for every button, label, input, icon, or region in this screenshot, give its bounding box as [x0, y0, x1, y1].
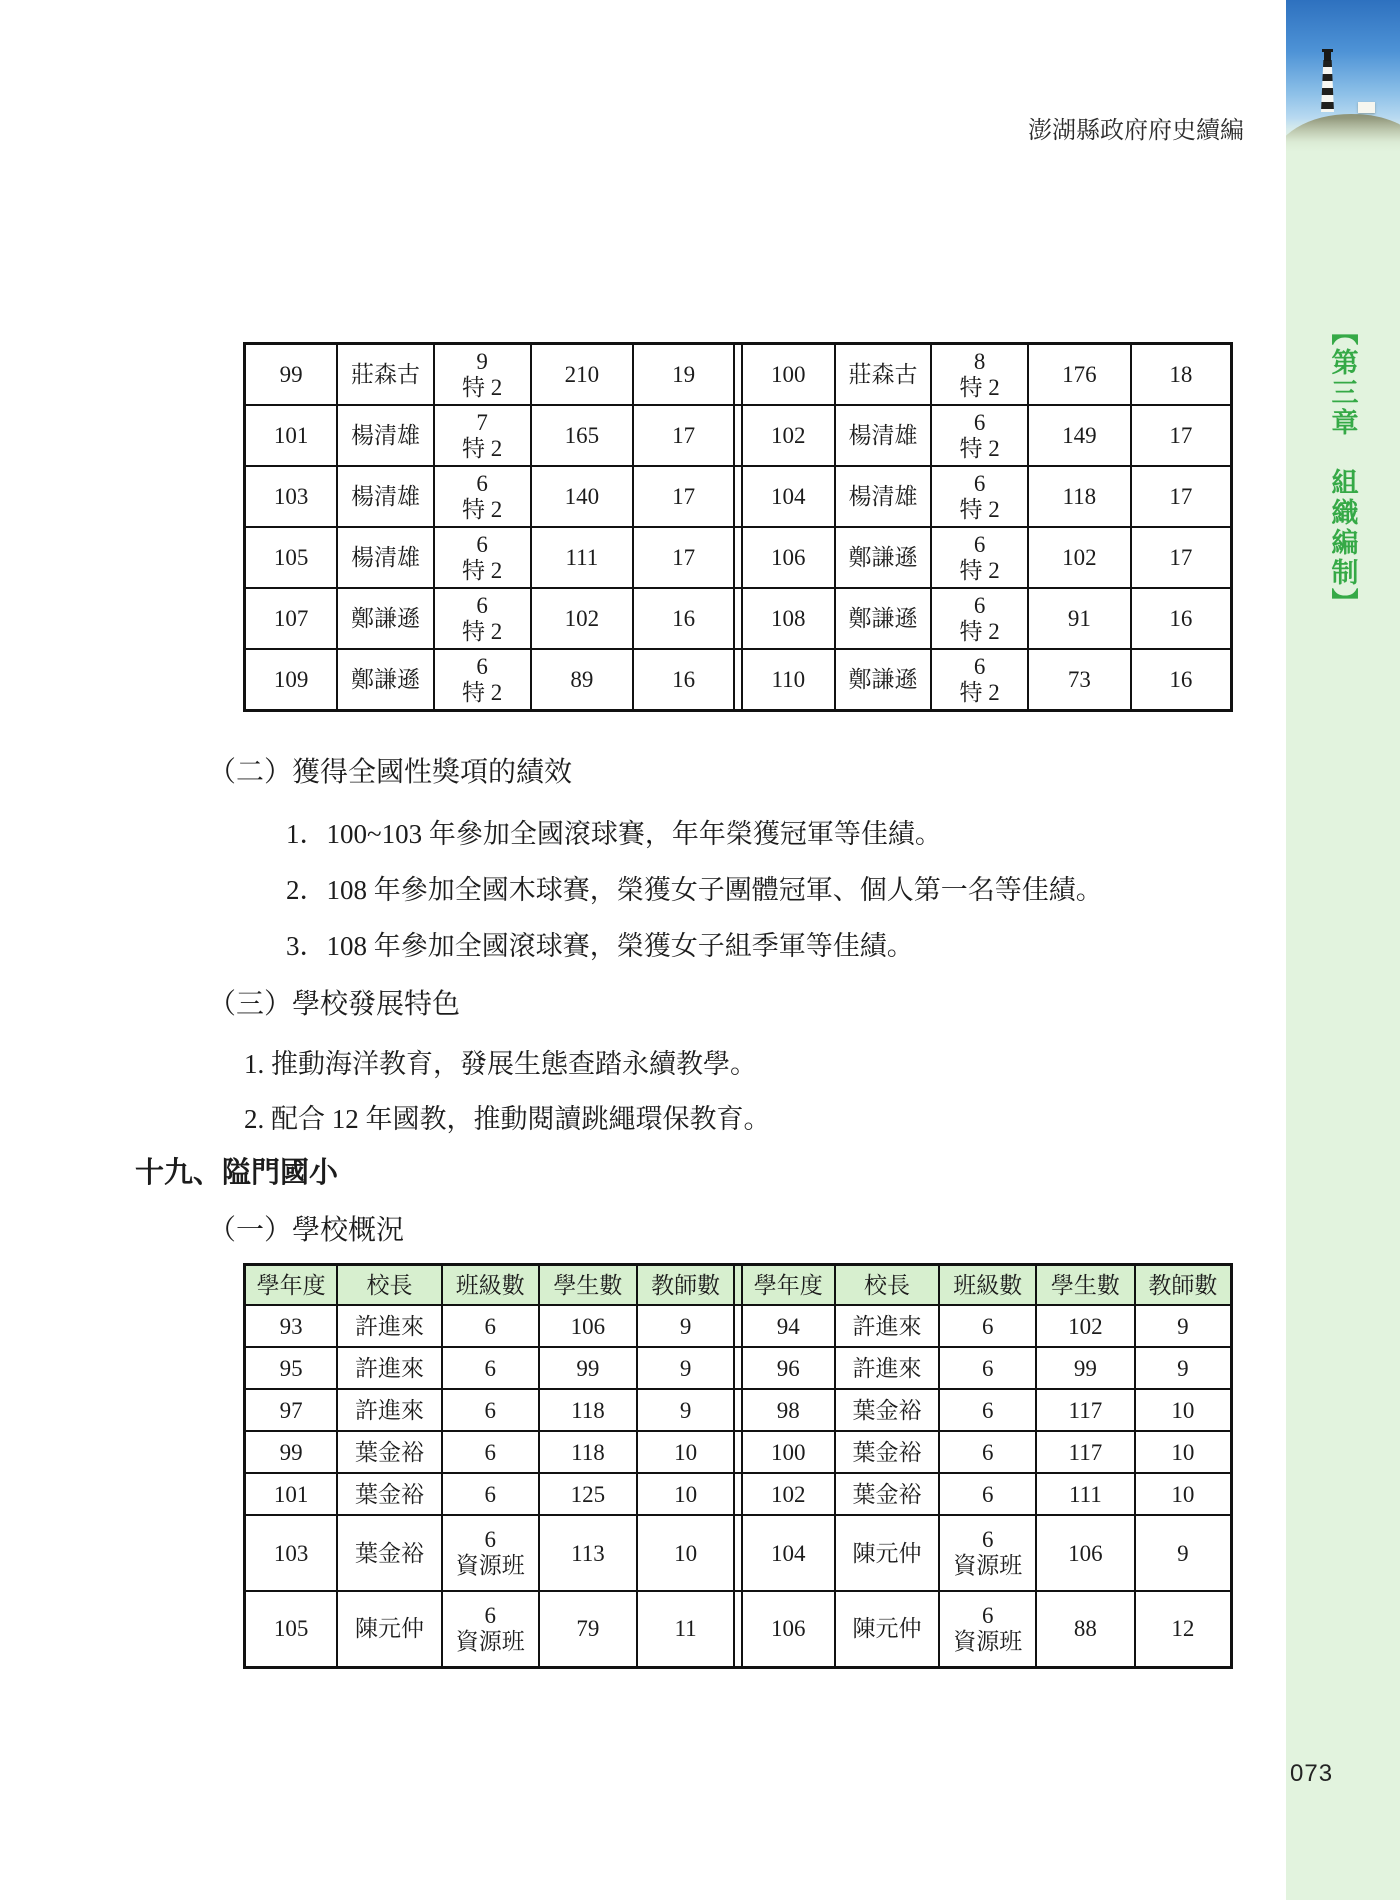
- table-row: [245, 1473, 1232, 1515]
- table-cell: 113: [539, 1515, 638, 1591]
- table-cell: 16: [1131, 588, 1232, 649]
- table-header-cell: 學年度: [245, 1265, 338, 1306]
- table-cell: 95: [245, 1347, 338, 1389]
- table-cell: 109: [245, 649, 338, 711]
- table-cell: 118: [539, 1431, 638, 1473]
- table-cell: 7 特 2: [434, 405, 531, 466]
- table-cell: 6 特 2: [434, 649, 531, 711]
- photo-fade: [1286, 118, 1400, 152]
- table-cell: 葉金裕: [835, 1431, 940, 1473]
- table-header-cell: 教師數: [637, 1265, 734, 1306]
- table-cell: 6 特 2: [434, 527, 531, 588]
- school-overview-table: [243, 1263, 1233, 1669]
- table-cell: 104: [742, 466, 835, 527]
- features-section-heading: （三）學校發展特色: [208, 989, 461, 1020]
- table-cell: 99: [539, 1347, 638, 1389]
- table-cell: 16: [1131, 649, 1232, 711]
- table-cell: 93: [245, 1305, 338, 1347]
- double-line-spacer: [734, 588, 742, 649]
- table-cell: 6 特 2: [931, 405, 1028, 466]
- table-cell: 17: [1131, 405, 1232, 466]
- lighthouse-photo: [1286, 0, 1400, 152]
- table-cell: 6: [442, 1431, 539, 1473]
- table-header-cell: 教師數: [1135, 1265, 1232, 1306]
- table-cell: 117: [1036, 1431, 1135, 1473]
- continuation-table: [243, 342, 1233, 712]
- double-line-spacer: [734, 344, 742, 406]
- table-cell: 鄭謙遜: [337, 588, 434, 649]
- running-header-title: 澎湖縣政府府史續編: [1028, 118, 1244, 144]
- table-cell: 6 特 2: [434, 588, 531, 649]
- table-cell: 陳元仲: [835, 1591, 940, 1667]
- table-cell: 楊清雄: [835, 466, 932, 527]
- table-cell: 101: [245, 405, 338, 466]
- table-cell: 6 資源班: [939, 1515, 1036, 1591]
- table-cell: 楊清雄: [835, 405, 932, 466]
- table-cell: 6: [939, 1389, 1036, 1431]
- table-cell: 102: [742, 405, 835, 466]
- table-cell: 葉金裕: [835, 1389, 940, 1431]
- table-cell: 許進來: [337, 1389, 442, 1431]
- table-row: [245, 1591, 1232, 1667]
- table-cell: 鄭謙遜: [835, 649, 932, 711]
- table-cell: 楊清雄: [337, 405, 434, 466]
- table-cell: 104: [742, 1515, 835, 1591]
- table-cell: 楊清雄: [337, 466, 434, 527]
- table-cell: 10: [1135, 1473, 1232, 1515]
- table-cell: 6 特 2: [931, 588, 1028, 649]
- table-cell: 莊森古: [337, 344, 434, 406]
- double-line-spacer: [734, 649, 742, 711]
- double-line-spacer: [734, 1431, 742, 1473]
- keeper-building-shape: [1358, 102, 1375, 113]
- table-cell: 9: [1135, 1305, 1232, 1347]
- table-cell: 6: [442, 1305, 539, 1347]
- double-line-spacer: [734, 1305, 742, 1347]
- table-cell: 118: [539, 1389, 638, 1431]
- table-header-cell: 學生數: [1036, 1265, 1135, 1306]
- table-cell: 17: [633, 527, 734, 588]
- table-cell: 100: [742, 1431, 835, 1473]
- table-cell: 91: [1028, 588, 1131, 649]
- table-cell: 10: [637, 1473, 734, 1515]
- table-cell: 149: [1028, 405, 1131, 466]
- table-cell: 96: [742, 1347, 835, 1389]
- double-line-spacer: [734, 1591, 742, 1667]
- table-cell: 6 資源班: [442, 1515, 539, 1591]
- table-row: [245, 405, 1232, 466]
- table-cell: 6: [442, 1389, 539, 1431]
- table-cell: 6: [939, 1347, 1036, 1389]
- table-header-cell: 學生數: [539, 1265, 638, 1306]
- double-line-spacer: [734, 466, 742, 527]
- table-cell: 17: [633, 466, 734, 527]
- table-cell: 79: [539, 1591, 638, 1667]
- table-row: [245, 1347, 1232, 1389]
- table-cell: 葉金裕: [337, 1473, 442, 1515]
- table-cell: 17: [633, 405, 734, 466]
- awards-item: 1．100~103 年參加全國滾球賽，年年榮獲冠軍等佳績。: [286, 819, 942, 849]
- table-cell: 許進來: [835, 1347, 940, 1389]
- table-cell: 210: [531, 344, 634, 406]
- table-row: [245, 1515, 1232, 1591]
- table-cell: 111: [1036, 1473, 1135, 1515]
- table-cell: 118: [1028, 466, 1131, 527]
- table-cell: 73: [1028, 649, 1131, 711]
- overview-section-heading: （一）學校概況: [208, 1215, 405, 1246]
- lighthouse-lantern-icon: [1324, 52, 1331, 61]
- awards-item: 2．108 年參加全國木球賽，榮獲女子團體冠軍、個人第一名等佳績。: [286, 875, 1103, 905]
- features-item: 1. 推動海洋教育，發展生態查踏永續教學。: [244, 1049, 757, 1079]
- table-cell: 9 特 2: [434, 344, 531, 406]
- table-header-cell: 校長: [337, 1265, 442, 1306]
- table-row: [245, 1305, 1232, 1347]
- table-cell: 17: [1131, 527, 1232, 588]
- page-number: 073: [1290, 1760, 1334, 1787]
- table-cell: 莊森古: [835, 344, 932, 406]
- table-cell: 111: [531, 527, 634, 588]
- table-cell: 葉金裕: [337, 1515, 442, 1591]
- table-row: [245, 1389, 1232, 1431]
- awards-item: 3．108 年參加全國滾球賽，榮獲女子組季軍等佳績。: [286, 931, 914, 961]
- table-cell: 10: [637, 1515, 734, 1591]
- table-header-cell: 班級數: [939, 1265, 1036, 1306]
- table-cell: 108: [742, 588, 835, 649]
- table-cell: 6 資源班: [442, 1591, 539, 1667]
- school-table-header: [245, 1265, 1232, 1306]
- table-cell: 94: [742, 1305, 835, 1347]
- chapter-vertical-label: 【第三章 組織編制】: [1327, 318, 1358, 618]
- table-cell: 16: [633, 588, 734, 649]
- table-header-cell: 班級數: [442, 1265, 539, 1306]
- table-cell: 165: [531, 405, 634, 466]
- table-cell: 10: [637, 1431, 734, 1473]
- table-cell: 106: [742, 1591, 835, 1667]
- table-cell: 10: [1135, 1389, 1232, 1431]
- table-row: [245, 527, 1232, 588]
- table-cell: 101: [245, 1473, 338, 1515]
- table-row: [245, 649, 1232, 711]
- table-cell: 88: [1036, 1591, 1135, 1667]
- table-header-cell: 學年度: [742, 1265, 835, 1306]
- double-line-spacer: [734, 1347, 742, 1389]
- table-cell: 6: [442, 1347, 539, 1389]
- table-cell: 鄭謙遜: [337, 649, 434, 711]
- table-cell: 140: [531, 466, 634, 527]
- table-cell: 6: [939, 1431, 1036, 1473]
- table-cell: 102: [1036, 1305, 1135, 1347]
- table-cell: 102: [742, 1473, 835, 1515]
- table-cell: 鄭謙遜: [835, 588, 932, 649]
- awards-section-heading: （二）獲得全國性獎項的績效: [208, 757, 573, 788]
- table-cell: 6 特 2: [931, 649, 1028, 711]
- school-section-heading: 十九、隘門國小: [135, 1157, 339, 1189]
- table-cell: 97: [245, 1389, 338, 1431]
- table-cell: 99: [1036, 1347, 1135, 1389]
- table-cell: 鄭謙遜: [835, 527, 932, 588]
- table-cell: 9: [637, 1305, 734, 1347]
- table-cell: 11: [637, 1591, 734, 1667]
- table-cell: 106: [539, 1305, 638, 1347]
- table-row: [245, 344, 1232, 406]
- table-cell: 許進來: [337, 1347, 442, 1389]
- table-cell: 葉金裕: [835, 1473, 940, 1515]
- table-cell: 105: [245, 527, 338, 588]
- table-cell: 106: [1036, 1515, 1135, 1591]
- table-cell: 16: [633, 649, 734, 711]
- table-cell: 100: [742, 344, 835, 406]
- table-cell: 9: [1135, 1515, 1232, 1591]
- table-cell: 陳元仲: [337, 1591, 442, 1667]
- table-cell: 103: [245, 1515, 338, 1591]
- double-line-spacer: [734, 1389, 742, 1431]
- double-line-spacer: [734, 1265, 742, 1306]
- table-cell: 102: [1028, 527, 1131, 588]
- table-cell: 許進來: [337, 1305, 442, 1347]
- table-row: [245, 1431, 1232, 1473]
- table-cell: 176: [1028, 344, 1131, 406]
- table-cell: 陳元仲: [835, 1515, 940, 1591]
- table-header-cell: 校長: [835, 1265, 940, 1306]
- table-cell: 102: [531, 588, 634, 649]
- table-cell: 99: [245, 344, 338, 406]
- double-line-spacer: [734, 527, 742, 588]
- table-header-row: [245, 1265, 1232, 1306]
- table-cell: 8 特 2: [931, 344, 1028, 406]
- table-cell: 6: [939, 1473, 1036, 1515]
- table-cell: 許進來: [835, 1305, 940, 1347]
- features-item: 2. 配合 12 年國教，推動閱讀跳繩環保教育。: [244, 1104, 771, 1134]
- double-line-spacer: [734, 1515, 742, 1591]
- table-cell: 106: [742, 527, 835, 588]
- table-cell: 107: [245, 588, 338, 649]
- table-cell: 10: [1135, 1431, 1232, 1473]
- table-cell: 19: [633, 344, 734, 406]
- double-line-spacer: [734, 1473, 742, 1515]
- table-cell: 17: [1131, 466, 1232, 527]
- continuation-table-body: [245, 344, 1232, 711]
- table-cell: 89: [531, 649, 634, 711]
- table-cell: 6: [442, 1473, 539, 1515]
- table-cell: 楊清雄: [337, 527, 434, 588]
- table-cell: 18: [1131, 344, 1232, 406]
- table-cell: 99: [245, 1431, 338, 1473]
- table-cell: 6 特 2: [434, 466, 531, 527]
- school-table-body: [245, 1305, 1232, 1667]
- table-cell: 9: [637, 1347, 734, 1389]
- table-cell: 125: [539, 1473, 638, 1515]
- table-cell: 6 特 2: [931, 527, 1028, 588]
- table-cell: 103: [245, 466, 338, 527]
- table-row: [245, 588, 1232, 649]
- table-cell: 12: [1135, 1591, 1232, 1667]
- table-cell: 117: [1036, 1389, 1135, 1431]
- table-cell: 105: [245, 1591, 338, 1667]
- table-row: [245, 466, 1232, 527]
- table-cell: 葉金裕: [337, 1431, 442, 1473]
- table-cell: 98: [742, 1389, 835, 1431]
- table-cell: 6: [939, 1305, 1036, 1347]
- table-cell: 9: [637, 1389, 734, 1431]
- table-cell: 110: [742, 649, 835, 711]
- table-cell: 6 資源班: [939, 1591, 1036, 1667]
- table-cell: 6 特 2: [931, 466, 1028, 527]
- double-line-spacer: [734, 405, 742, 466]
- chapter-sidebar: [1286, 0, 1400, 1900]
- table-cell: 9: [1135, 1347, 1232, 1389]
